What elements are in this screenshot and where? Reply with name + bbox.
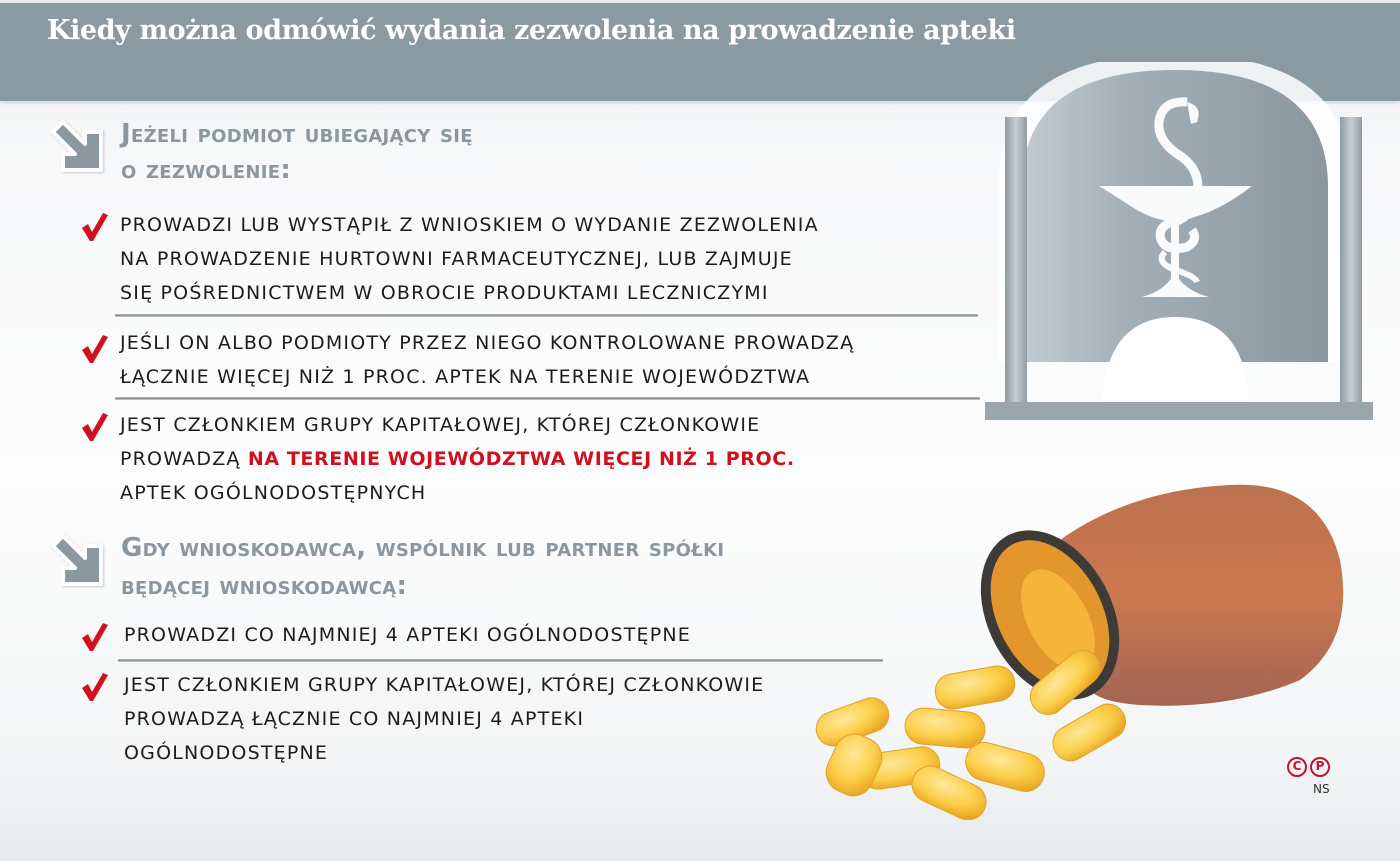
- item-text-line: JEST CZŁONKIEM GRUPY KAPITAŁOWEJ, KTÓREJ CZŁONKOWIE: [124, 674, 765, 696]
- pharmacy-icon: [977, 62, 1373, 422]
- pill-bottle-icon: [800, 480, 1360, 820]
- item-text-line: PROWADZI CO NAJMNIEJ 4 APTEKI OGÓLNODOSTĘPNE: [124, 624, 691, 646]
- section-title-line2: o zezwolenie:: [121, 155, 292, 185]
- item-text-line: JEŚLI ON ALBO PODMIOTY PRZEZ NIEGO KONTROLOWANE PROWADZĄ: [120, 332, 855, 354]
- author-initials: NS: [1313, 782, 1330, 796]
- item-text-line: JEST CZŁONKIEM GRUPY KAPITAŁOWEJ, KTÓREJ CZŁONKOWIE: [120, 414, 761, 436]
- item-text-prefix: PROWADZĄ: [120, 448, 248, 470]
- checkmark-icon: [80, 212, 108, 242]
- item-text-line: ŁĄCZNIE WIĘCEJ NIŻ 1 PROC. APTEK NA TERENIE WOJEWÓDZTWA: [120, 366, 811, 388]
- highlighted-text: NA TERENIE WOJEWÓDZTWA WIĘCEJ NIŻ 1 PROC.: [247, 448, 795, 470]
- section-title-line1: Gdy wnioskodawca, wspólnik lub partner spółki: [121, 533, 725, 563]
- checkmark-icon: [80, 334, 108, 364]
- section-title-line1: Jeżeli podmiot ubiegający się: [121, 119, 473, 149]
- separator-line: [118, 659, 883, 662]
- item-text-line: NA PROWADZENIE HURTOWNI FARMACEUTYCZNEJ, LUB ZAJMUJE: [120, 248, 793, 270]
- separator-line: [115, 314, 978, 317]
- section-title-line2: będącej wnioskodawcą:: [121, 571, 408, 601]
- item-text-line: OGÓLNODOSTĘPNE: [124, 742, 329, 764]
- item-text-line: PROWADZI LUB WYSTĄPIŁ Z WNIOSKIEM O WYDANIE ZEZWOLENIA: [120, 214, 819, 236]
- arrow-down-right-icon: [47, 118, 107, 176]
- checkmark-icon: [80, 622, 108, 652]
- phonogram-icon: P: [1310, 757, 1330, 777]
- separator-line: [115, 397, 980, 400]
- page-title: Kiedy można odmówić wydania zezwolenia na prowadzenie apteki: [47, 15, 1016, 46]
- item-text-line: SIĘ POŚREDNICTWEM W OBROCIE PRODUKTAMI LECZNICZYMI: [120, 282, 769, 304]
- checkmark-icon: [80, 412, 108, 442]
- checkmark-icon: [80, 672, 108, 702]
- item-text-line: PROWADZĄ ŁĄCZNIE CO NAJMNIEJ 4 APTEKI: [124, 708, 585, 730]
- item-text-line: APTEK OGÓLNODOSTĘPNYCH: [120, 482, 427, 504]
- copyright-marks: [1287, 757, 1330, 777]
- copyright-icon: C: [1287, 757, 1307, 777]
- item-text-line: [120, 442, 795, 476]
- arrow-down-right-icon: [47, 532, 107, 590]
